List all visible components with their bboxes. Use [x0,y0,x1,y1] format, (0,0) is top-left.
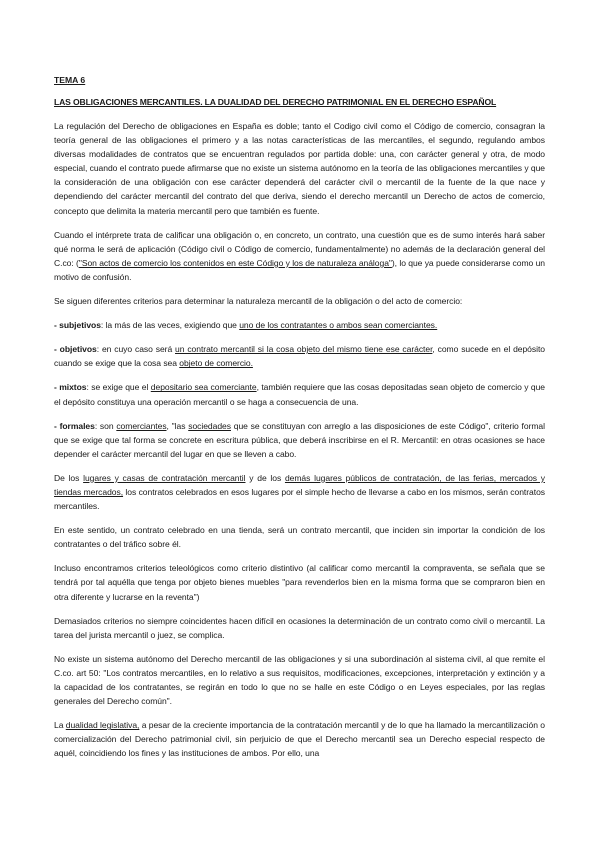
criterion-label-objetivos: - objetivos [54,344,97,355]
paragraph-12: No existe un sistema autónomo del Derecho mercantil de las obligaciones y si una subordinación al sistema civil, al que remite el C.co. art 50: "Los contratos mercantiles, en lo relativo a sus requisitos, modificaciones, excepciones, interpretación y extinción y a la capacidad de los contratantes, se regirán en todo lo que no se halle en este Código o en Leyes especiales, por las reglas generales del Derecho común". [54,653,545,707]
paragraph-7-text-a: : son [94,420,117,431]
paragraph-8-text-a: De los [54,472,84,483]
paragraph-5-underlined-2: objeto de comercio. [179,358,253,369]
paragraph-9: En este sentido, un contrato celebrado en una tienda, será un contrato mercantil, que inciden sin importar la condición de los contratantes o del tráfico sobre él. [54,525,545,550]
paragraph-13 [54,718,545,760]
paragraph-8-text-c: los contratos celebrados en esos lugares por el simple hecho de llevarse a cabo en los mismos, serán contratos mercantiles. [54,486,545,512]
paragraph-5-text-b: , como sucede en el depósito cuando se exige que la cosa sea [54,344,545,369]
paragraph-5-underlined-1: un contrato mercantil si la cosa objeto del mismo tiene ese carácter [175,344,433,355]
paragraph-1: La regulación del Derecho de obligaciones en España es doble; tanto el Codigo civil como el Código de comercio, consagran la teoría general de las obligaciones el primero y a las notas características de las mercantiles, el segundo, regulando ambos diversas modalidades de contratos que se encuentran regulados por partida doble: una, con carácter general y otra, de modo especial, cuando el contrato puede afirmarse que no existe un sistema autónomo en la teoría de las obligaciones mercantiles y que la consideración de una obligación con ese carácter dependerá del carácter civil o mercantil de la fuente de la que nace y dependiendo del carácter mercantil del contrato del que deriva, siendo el derecho mercantil un Derecho de actos de comercio, concepto que delimita la materia mercantil pero que también es fuente. [54,121,545,216]
paragraph-5-text-a: : en cuyo caso será [96,344,176,355]
document-title: TEMA 6 [54,75,86,85]
paragraph-7-underlined-2: sociedades [188,420,231,431]
document-subtitle: LAS OBLIGACIONES MERCANTILES. LA DUALIDAD DEL DERECHO PATRIMONIAL EN EL DERECHO ESPAÑOL [54,97,497,107]
paragraph-4 [54,318,545,332]
paragraph-4-underlined: uno de los contratantes o ambos sean comerciantes. [239,320,438,331]
paragraph-8-text-b: y de los [245,472,285,483]
paragraph-8-underlined-2: demás lugares públicos de contratación, de las ferias, mercados y tiendas mercados, [54,472,545,497]
paragraph-6-text-a: : se exige que el [86,382,151,393]
paragraph-5 [54,342,545,370]
paragraph-2-text-b: ), lo que ya puede considerarse como un motivo de confusión. [54,257,545,282]
paragraph-6 [54,380,545,408]
paragraph-13-text-b: a pesar de la creciente importancia de la contratación mercantil y de lo que ha llamado la mercantilización o comercialización del Derecho patrimonial civil, sin perjuicio de que el Derecho mercantil sea un Derecho especial respecto de aquél, coincidiendo los fines y las instituciones de ambos. Por ello, una [54,720,545,759]
criterion-label-subjetivos: - subjetivos [54,320,101,331]
criterion-label-formales: - formales [54,420,95,431]
paragraph-7 [54,419,545,461]
paragraph-2-quote: "Son actos de comercio los contenidos en este Código y los de naturaleza análoga" [78,257,392,268]
criterion-label-mixtos: - mixtos [54,382,87,393]
document-body [54,74,545,760]
paragraph-2-text-a: Cuando el intérprete trata de calificar una obligación o, en concreto, un contrato, una cuestión que es de sumo interés hará saber qué norma le será de aplicación (Código civil o Código de comercio, fundamentalmente) no además de la declaración general del C.co: ( [54,229,545,268]
paragraph-7-text-c: que se constituyan con arreglo a las disposiciones de este Código", criterio formal que se exige que tal forma se concrete en escritura pública, que deberá inscribirse en el R. Mercantil: en otras ocasiones se hace depender el carácter mercantil del lugar en que se lleven a cabo. [54,420,545,459]
paragraph-8-underlined-1: lugares y casas de contratación mercantil [83,472,246,483]
paragraph-13-text-a: La [54,720,66,731]
paragraph-2 [54,228,545,284]
paragraph-4-text-a: : la más de las veces, exigiendo que [100,320,240,331]
paragraph-13-underlined: dualidad legislativa, [65,720,140,731]
paragraph-3: Se siguen diferentes criterios para determinar la naturaleza mercantil de la obligación o del acto de comercio: [54,296,463,307]
paragraph-8 [54,471,545,513]
paragraph-6-underlined: depositario sea comerciante [150,382,257,393]
paragraph-6-text-b: , también requiere que las cosas depositadas sean objeto de comercio y que el depósito constituya una operación mercantil o se haga a consecuencia de una. [54,382,545,407]
paragraph-10: Incluso encontramos criterios teleológicos como criterio distintivo (al calificar como mercantil la compraventa, se señala que se tendrá por tal aquélla que tenga por objeto bienes muebles "para revenderlos bien en la misma forma que se compraron bien en otra diferente y lucrarse en la reventa") [54,563,545,602]
paragraph-11: Demasiados criterios no siempre coincidentes hacen difícil en ocasiones la determinación de un contrato como civil o mercantil. La tarea del jurista mercantil o juez, se complica. [54,615,545,640]
paragraph-7-text-b: "las [168,420,189,431]
paragraph-7-underlined-1: comerciantes, [116,420,169,431]
